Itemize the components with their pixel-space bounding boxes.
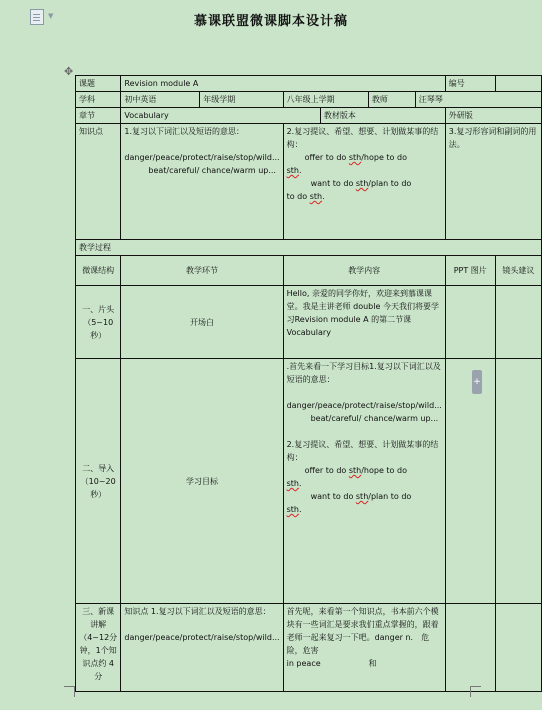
row-headers bbox=[76, 256, 542, 286]
page-corner-mark-left bbox=[64, 686, 75, 697]
row-topic bbox=[76, 76, 542, 92]
kp2-line-sth-2: to do sth. bbox=[286, 192, 325, 201]
ppt-new-lesson[interactable] bbox=[445, 604, 495, 692]
label-teacher: 教师 bbox=[368, 92, 415, 108]
knowledge-point-1 bbox=[121, 124, 283, 240]
content-intro bbox=[283, 359, 445, 604]
label-edition: 教材版本 bbox=[320, 108, 445, 124]
intro-words: danger/peace/protect/raise/stop/wild... bbox=[286, 401, 442, 410]
header-camera: 镜头建议 bbox=[495, 256, 541, 286]
structure-opening: 一、片头 （5~10秒） bbox=[76, 286, 121, 359]
value-topic: Revision module A bbox=[121, 76, 445, 92]
kp1-words-2: beat/careful/ chance/warm up... bbox=[148, 166, 276, 175]
value-subject: 初中英语 bbox=[121, 92, 200, 108]
row-knowledge bbox=[76, 124, 542, 240]
process-label: 教学过程 bbox=[76, 240, 542, 256]
header-ppt: PPT 图片 bbox=[445, 256, 495, 286]
intro-line-offer: offer to do sth/hope to do bbox=[304, 466, 407, 475]
camera-new-lesson[interactable] bbox=[495, 604, 541, 692]
intro-line-sth-2: sth. bbox=[286, 505, 302, 514]
table-row bbox=[76, 359, 542, 604]
intro-line-sth-1: sth. bbox=[286, 479, 302, 488]
label-number: 编号 bbox=[445, 76, 495, 92]
camera-intro[interactable] bbox=[495, 359, 541, 604]
value-term: 八年级上学期 bbox=[283, 92, 368, 108]
step-intro: 学习目标 bbox=[121, 359, 283, 604]
chevron-down-icon[interactable]: ▼ bbox=[48, 12, 54, 20]
table-row bbox=[76, 604, 542, 692]
kp1-intro: 1.复习以下词汇以及短语的意思： bbox=[124, 127, 245, 136]
ppt-intro[interactable] bbox=[445, 359, 495, 604]
structure-intro: 二、导入 （10~20秒） bbox=[76, 359, 121, 604]
label-subject: 学科 bbox=[76, 92, 121, 108]
step-opening: 开场白 bbox=[121, 286, 283, 359]
header-structure: 微课结构 bbox=[76, 256, 121, 286]
ppt-opening[interactable] bbox=[445, 286, 495, 359]
intro-structures: 2.复习提议、希望、想要、计划做某事的结构： bbox=[286, 440, 439, 462]
row-subject bbox=[76, 92, 542, 108]
kp1-words: danger/peace/protect/raise/stop/wild... bbox=[124, 153, 280, 162]
content-new-lesson: 首先呢，来看第一个知识点，书本前六个模块有一些词汇是要求我们重点掌握的，跟着老师一起来复习一下吧。danger n. 危险，危害 in peace 和 bbox=[283, 604, 445, 692]
content-opening: Hello, 亲爱的同学你好，欢迎来到慕课课堂。我是主讲老师 double 今天我们将要学习Revision module A 的第二节课 Vocabulary bbox=[283, 286, 445, 359]
step-new-lesson: 知识点 1.复习以下词汇以及短语的意思： danger/peace/protect/raise/stop/wild... bbox=[121, 604, 283, 692]
camera-opening[interactable] bbox=[495, 286, 541, 359]
kp2-intro: 2.复习提议、希望、想要、计划做某事的结构： bbox=[286, 127, 439, 149]
knowledge-point-2 bbox=[283, 124, 445, 240]
row-process-label bbox=[76, 240, 542, 256]
value-edition: 外研版 bbox=[445, 108, 541, 124]
value-number[interactable] bbox=[495, 76, 541, 92]
value-chapter: Vocabulary bbox=[121, 108, 320, 124]
label-term: 年级学期 bbox=[200, 92, 283, 108]
kp2-line-offer: offer to do sth/hope to do bbox=[304, 153, 407, 162]
intro-line-want: want to do sth/plan to do bbox=[310, 492, 412, 501]
label-topic: 课题 bbox=[76, 76, 121, 92]
header-step: 教学环节 bbox=[121, 256, 283, 286]
knowledge-point-3: 3.复习形容词和副词的用法。 bbox=[445, 124, 541, 240]
kp2-line-want: want to do sth/plan to do bbox=[310, 179, 412, 188]
intro-goal: .首先来看一下学习目标1.复习以下词汇以及短语的意思： bbox=[286, 362, 441, 384]
row-chapter bbox=[76, 108, 542, 124]
header-content: 教学内容 bbox=[283, 256, 445, 286]
table-move-handle-icon[interactable]: ✥ bbox=[64, 65, 74, 78]
value-teacher: 汪琴琴 bbox=[415, 92, 541, 108]
structure-new-lesson: 三、新课讲解 （4~12分钟，1个知识点约 4 分 bbox=[76, 604, 121, 692]
page-corner-mark-right bbox=[470, 686, 481, 697]
label-chapter: 章节 bbox=[76, 108, 121, 124]
label-knowledge: 知识点 bbox=[76, 124, 121, 240]
kp2-line-sth-1: sth. bbox=[286, 166, 302, 175]
intro-words-2: beat/careful/ chance/warm up... bbox=[310, 414, 439, 423]
table-row bbox=[76, 286, 542, 359]
side-expand-tab[interactable]: + bbox=[472, 370, 482, 394]
page-title: 慕课联盟微课脚本设计稿 bbox=[193, 14, 348, 29]
